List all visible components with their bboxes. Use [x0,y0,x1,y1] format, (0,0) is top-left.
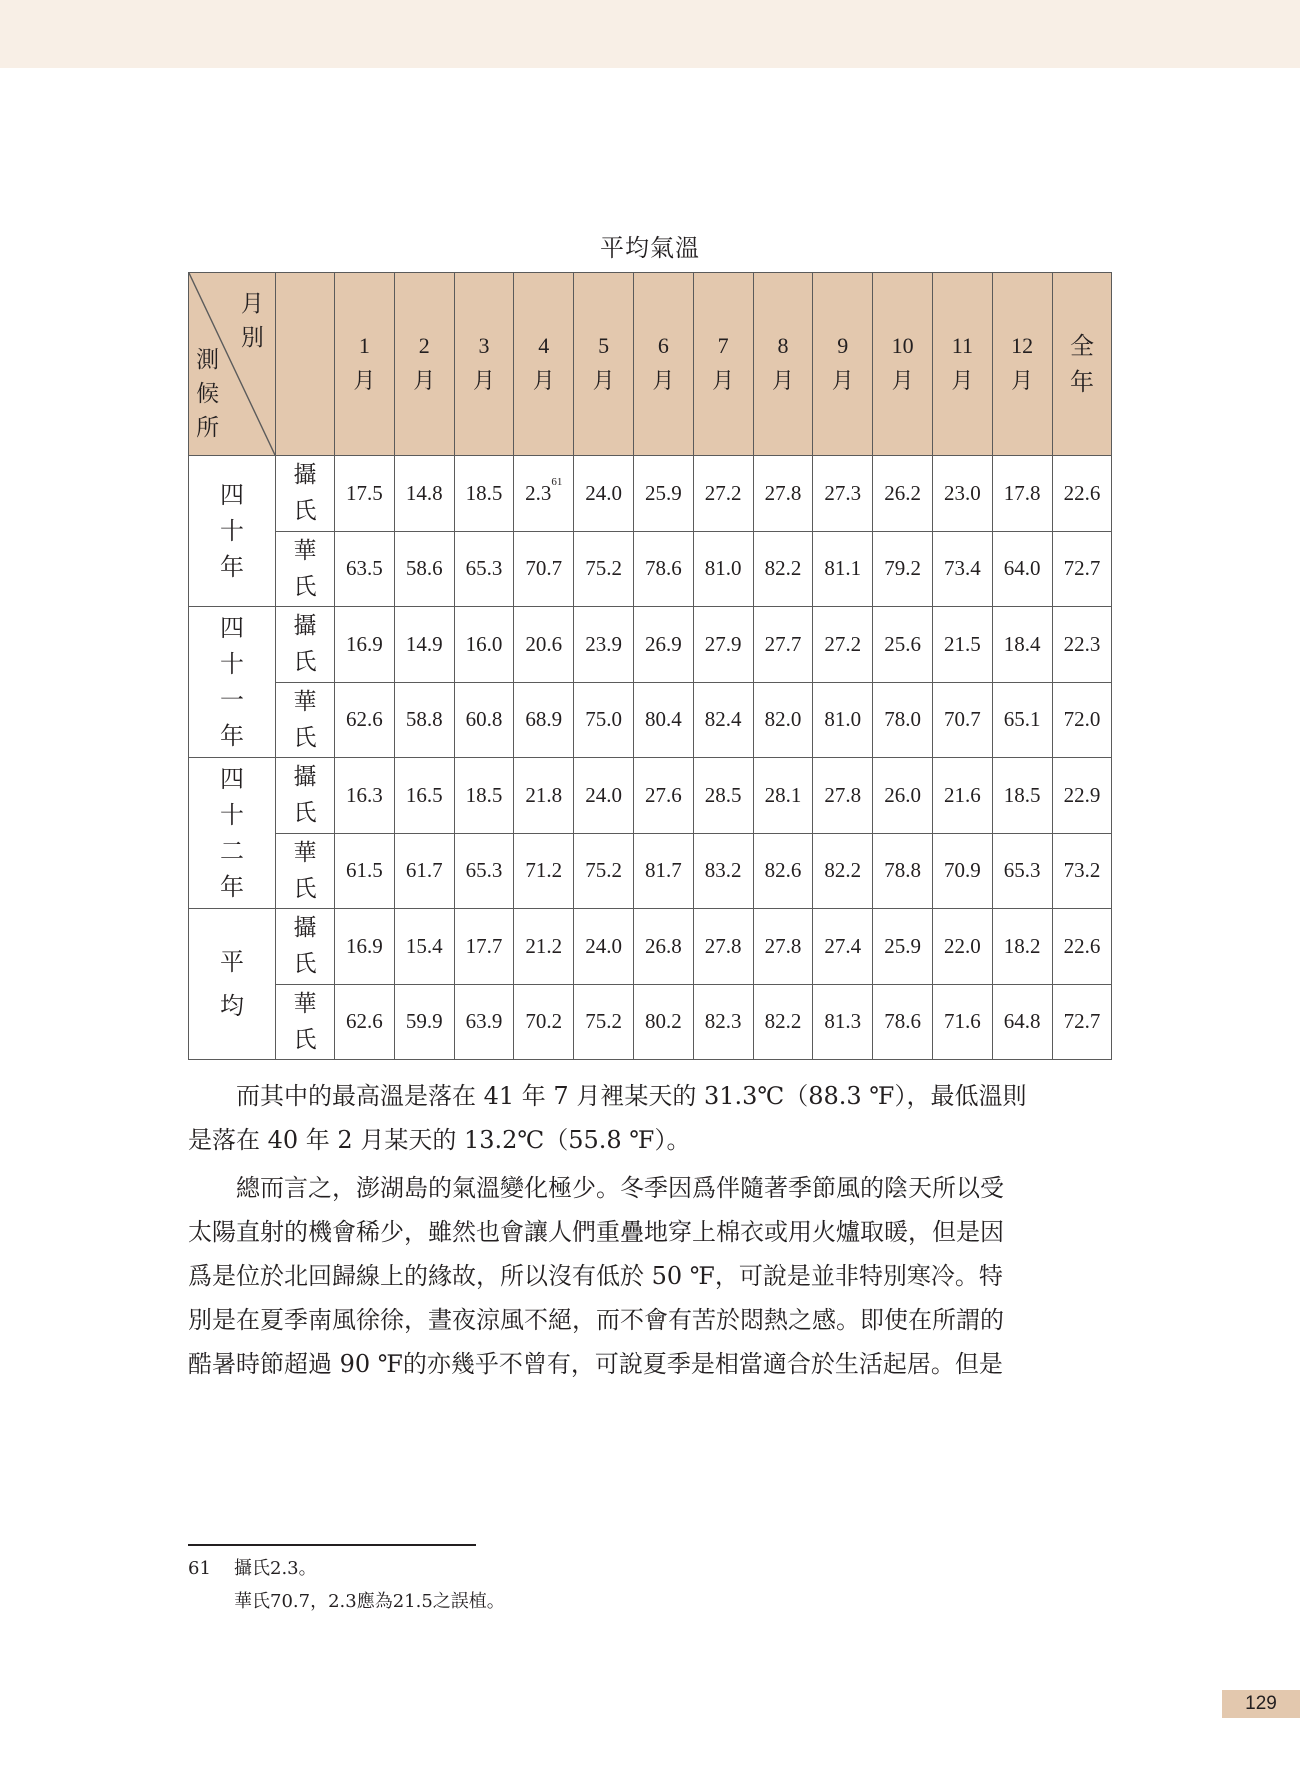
unit-cell [276,456,335,532]
month-unit: 月 [831,369,854,394]
value-cell [1052,758,1112,834]
paragraph-line: 太陽直射的機會稀少，雖然也會讓人們重疊地穿上棉衣或用火爐取暖，但是因 [188,1218,1004,1246]
value-cell [335,909,395,985]
table-row [189,758,1112,834]
unit-label: 華氏 [293,990,317,1053]
paragraph-line: 別是在夏季南風徐徐，晝夜涼風不絕，而不會有苦於悶熱之感。即使在所謂的 [188,1306,1004,1334]
paragraph-line: 總而言之，澎湖島的氣溫變化極少。冬季因爲伴隨著季節風的陰天所以受 [188,1174,1004,1202]
month-number: 2 [418,333,430,358]
unit-cell [276,682,335,758]
month-header-6 [633,273,693,456]
temperature-value: 70.2 [525,1009,563,1034]
value-cell [693,909,753,985]
temperature-value: 72.0 [1063,707,1101,732]
temperature-value: 18.5 [1003,782,1041,807]
temperature-value: 25.9 [645,480,682,505]
top-band [0,0,1300,68]
temperature-value: 75.2 [585,858,622,883]
month-header-8 [753,273,813,456]
value-cell [514,758,574,834]
month-unit: 月 [532,369,555,394]
value-cell [1052,531,1112,607]
corner-header-cell [189,273,276,456]
temperature-value: 18.5 [465,480,503,505]
month-number: 3 [478,333,490,358]
month-number: 12 [1011,333,1034,358]
temperature-value: 22.0 [943,933,981,958]
temperature-value: 82.2 [824,858,862,883]
temperature-value: 75.2 [585,1009,622,1034]
temperature-value: 27.8 [704,933,742,958]
temperature-value: 73.4 [943,556,981,581]
value-cell [992,456,1052,532]
year-group-label: 四十年 [219,481,244,581]
value-cell [633,833,693,909]
temperature-value: 59.9 [405,1009,443,1034]
value-cell [753,833,813,909]
unit-cell [276,984,335,1060]
temperature-value: 17.5 [346,480,383,505]
value-cell [1052,833,1112,909]
value-cell [753,758,813,834]
table-title: 平均氣溫 [600,234,700,262]
value-cell [394,909,454,985]
temperature-value: 82.2 [764,556,802,581]
value-cell [574,682,634,758]
temperature-value: 61.7 [405,858,443,883]
value-cell [574,984,634,1060]
month-unit: 月 [353,369,376,394]
unit-label: 華氏 [293,537,317,600]
temperature-value: 80.2 [645,1009,682,1034]
value-cell [813,682,873,758]
value-cell [633,758,693,834]
value-cell [813,456,873,532]
value-cell [753,682,813,758]
month-number: 4 [538,333,550,358]
value-cell [454,682,514,758]
value-cell [633,984,693,1060]
value-cell [992,758,1052,834]
value-cell [454,456,514,532]
value-cell [335,531,395,607]
value-cell [394,833,454,909]
temperature-value: 2.3 [525,480,552,505]
temperature-value: 21.6 [943,782,981,807]
value-cell [335,456,395,532]
value-cell [514,456,574,532]
table-row [189,531,1112,607]
value-cell [873,456,933,532]
temperature-value: 20.6 [525,631,563,656]
month-number: 8 [777,333,789,358]
month-number: 10 [891,333,914,358]
month-number: 11 [951,333,973,358]
value-cell [633,456,693,532]
temperature-value: 25.6 [884,631,921,656]
value-cell [574,758,634,834]
temperature-value: 26.2 [884,480,921,505]
value-cell [992,984,1052,1060]
month-unit: 月 [771,369,794,394]
value-cell [394,456,454,532]
footnote-divider [188,1544,476,1546]
temperature-value: 65.3 [1003,858,1041,883]
temperature-value: 64.0 [1003,556,1041,581]
temperature-value: 65.3 [465,556,503,581]
value-cell [753,984,813,1060]
value-cell [813,909,873,985]
temperature-value: 68.9 [525,707,563,732]
value-cell [394,682,454,758]
unit-cell [276,833,335,909]
month-unit: 月 [951,369,974,394]
temperature-value: 27.8 [764,480,802,505]
value-cell [813,607,873,683]
paragraph-line: 是落在 40 年 2 月某天的 13.2℃（55.8 ℉）。 [188,1126,691,1154]
value-cell [693,758,753,834]
value-cell [394,758,454,834]
value-cell [873,682,933,758]
value-cell [992,531,1052,607]
temperature-value: 18.4 [1003,631,1041,656]
table-row [189,833,1112,909]
month-header-11 [932,273,992,456]
value-cell [992,909,1052,985]
temperature-value: 16.0 [465,631,503,656]
temperature-value: 80.4 [645,707,682,732]
value-cell [514,909,574,985]
temperature-value: 14.8 [405,480,443,505]
value-cell [1052,984,1112,1060]
temperature-value: 72.7 [1063,556,1101,581]
temperature-value: 28.5 [704,782,742,807]
value-cell [633,607,693,683]
temperature-value: 82.6 [764,858,802,883]
value-cell [813,531,873,607]
table-header-row [189,273,1112,456]
value-cell [514,833,574,909]
value-cell [454,984,514,1060]
value-cell [1052,682,1112,758]
value-cell [693,456,753,532]
temperature-value: 82.0 [764,707,802,732]
temperature-value: 18.5 [465,782,503,807]
temperature-value: 27.7 [764,631,802,656]
value-cell [753,607,813,683]
value-cell [454,909,514,985]
month-number: 7 [717,333,729,358]
corner-station-label: 測候所 [196,347,220,441]
value-cell [574,909,634,985]
month-header-3 [454,273,514,456]
month-unit: 月 [712,369,735,394]
temperature-table [188,272,1112,1060]
value-cell [693,833,753,909]
month-number: 6 [657,333,669,358]
value-cell [454,531,514,607]
temperature-value: 23.0 [943,480,981,505]
value-cell [932,758,992,834]
temperature-value: 26.0 [884,782,921,807]
temperature-value: 78.6 [645,556,682,581]
temperature-value: 73.2 [1063,858,1101,883]
temperature-value: 82.2 [764,1009,802,1034]
temperature-value: 27.4 [824,933,862,958]
temperature-value: 21.5 [943,631,981,656]
temperature-value: 82.3 [704,1009,742,1034]
table-row [189,909,1112,985]
temperature-value: 82.4 [704,707,742,732]
year-group-cell [189,456,276,607]
temperature-value: 60.8 [465,707,503,732]
value-cell [574,607,634,683]
value-cell [932,607,992,683]
temperature-value: 58.8 [405,707,443,732]
year-group-cell [189,607,276,758]
temperature-value: 63.9 [465,1009,503,1034]
footnote-marker[interactable]: 61 [551,475,563,488]
unit-label: 華氏 [293,839,317,902]
unit-label: 攝氏 [293,613,317,676]
value-cell [335,758,395,834]
value-cell [574,531,634,607]
paragraph-line: 酷暑時節超過 90 ℉的亦幾乎不曾有，可說夏季是相當適合於生活起居。但是 [188,1350,1003,1378]
paragraph-line: 而其中的最高溫是落在 41 年 7 月裡某天的 31.3℃（88.3 ℉），最低溫則 [188,1082,1027,1110]
value-cell [574,833,634,909]
value-cell [335,607,395,683]
temperature-value: 78.8 [884,858,921,883]
footnote-line-1: 攝氏2.3。 [234,1558,317,1579]
value-cell [633,531,693,607]
value-cell [633,682,693,758]
temperature-value: 14.9 [405,631,443,656]
temperature-value: 23.9 [585,631,622,656]
temperature-value: 62.6 [346,707,383,732]
table-row [189,682,1112,758]
month-unit: 月 [413,369,436,394]
value-cell [932,909,992,985]
value-cell [394,984,454,1060]
page-number: 129 [1222,1690,1300,1718]
month-number: 1 [358,333,370,358]
temperature-value: 17.7 [465,933,503,958]
month-header-1 [335,273,395,456]
table-row [189,456,1112,532]
value-cell [335,984,395,1060]
month-unit: 月 [891,369,914,394]
value-cell [693,531,753,607]
temperature-value: 75.0 [585,707,622,732]
value-cell [693,984,753,1060]
value-cell [574,456,634,532]
value-cell [932,682,992,758]
value-cell [873,909,933,985]
value-cell [873,607,933,683]
month-header-9 [813,273,873,456]
temperature-value: 22.6 [1063,480,1101,505]
value-cell [813,984,873,1060]
temperature-value: 24.0 [585,933,622,958]
paragraph-line: 爲是位於北回歸線上的緣故，所以沒有低於 50 ℉，可說是並非特別寒冷。特 [188,1262,1003,1290]
unit-cell [276,607,335,683]
value-cell [813,758,873,834]
temperature-value: 75.2 [585,556,622,581]
month-header-4 [514,273,574,456]
value-cell [873,833,933,909]
month-number: 5 [598,333,610,358]
month-header-12 [992,273,1052,456]
temperature-value: 17.8 [1003,480,1041,505]
month-number: 9 [837,333,849,358]
value-cell [335,833,395,909]
value-cell [873,531,933,607]
year-group-label: 四十二年 [219,765,244,901]
value-cell [753,456,813,532]
temperature-value: 81.1 [824,556,862,581]
value-cell [1052,909,1112,985]
temperature-value: 27.2 [704,480,742,505]
annual-label: 全年 [1069,332,1094,396]
temperature-value: 27.8 [764,933,802,958]
unit-cell [276,758,335,834]
temperature-value: 64.8 [1003,1009,1041,1034]
temperature-value: 72.7 [1063,1009,1101,1034]
unit-label: 攝氏 [293,764,317,827]
temperature-value: 15.4 [405,933,443,958]
value-cell [454,833,514,909]
year-group-label: 四十一年 [219,614,244,750]
value-cell [1052,456,1112,532]
value-cell [514,682,574,758]
temperature-value: 22.3 [1063,631,1101,656]
temperature-value: 16.9 [346,933,383,958]
temperature-value: 70.7 [525,556,563,581]
temperature-value: 65.3 [465,858,503,883]
temperature-value: 16.3 [346,782,383,807]
temperature-value: 16.9 [346,631,383,656]
year-group-label: 平均 [219,948,244,1020]
unit-cell [276,909,335,985]
temperature-value: 78.0 [884,707,921,732]
table-row [189,607,1112,683]
corner-month-label: 月別 [240,291,264,351]
temperature-value: 81.7 [645,858,682,883]
temperature-value: 81.3 [824,1009,862,1034]
temperature-value: 58.6 [405,556,443,581]
unit-label: 攝氏 [293,915,317,978]
temperature-value: 61.5 [346,858,383,883]
temperature-value: 27.8 [824,782,862,807]
month-header-5 [574,273,634,456]
unit-label: 攝氏 [293,462,317,525]
temperature-value: 79.2 [884,556,921,581]
value-cell [693,607,753,683]
temperature-value: 81.0 [704,556,742,581]
temperature-value: 26.9 [645,631,682,656]
month-unit: 月 [472,369,495,394]
temperature-value: 63.5 [346,556,383,581]
value-cell [992,682,1052,758]
unit-cell [276,531,335,607]
value-cell [394,531,454,607]
value-cell [693,682,753,758]
value-cell [932,984,992,1060]
temperature-value: 70.9 [943,858,981,883]
value-cell [394,607,454,683]
value-cell [514,531,574,607]
temperature-value: 70.7 [943,707,981,732]
month-unit: 月 [652,369,675,394]
month-header-2 [394,273,454,456]
temperature-value: 78.6 [884,1009,921,1034]
temperature-value: 27.9 [704,631,742,656]
temperature-value: 25.9 [884,933,921,958]
value-cell [633,909,693,985]
value-cell [873,984,933,1060]
value-cell [1052,607,1112,683]
temperature-value: 16.5 [405,782,443,807]
footnote-line-2: 華氏70.7，2.3應為21.5之誤植。 [234,1591,505,1612]
month-header-7 [693,273,753,456]
temperature-value: 27.6 [645,782,682,807]
temperature-value: 71.2 [525,858,563,883]
temperature-value: 18.2 [1003,933,1041,958]
temperature-value: 21.2 [525,933,563,958]
unit-label: 華氏 [293,688,317,751]
table-row [189,984,1112,1060]
temperature-value: 62.6 [346,1009,383,1034]
temperature-value: 65.1 [1003,707,1041,732]
temperature-value: 26.8 [645,933,682,958]
annual-header [1052,273,1112,456]
month-header-10 [873,273,933,456]
temperature-value: 83.2 [704,858,742,883]
unit-header-cell [276,273,335,456]
value-cell [932,456,992,532]
temperature-value: 27.2 [824,631,862,656]
value-cell [753,531,813,607]
temperature-value: 27.3 [824,480,862,505]
temperature-value: 71.6 [943,1009,981,1034]
month-unit: 月 [1011,369,1034,394]
year-group-cell [189,758,276,909]
temperature-value: 22.9 [1063,782,1101,807]
temperature-value: 22.6 [1063,933,1101,958]
temperature-value: 24.0 [585,480,622,505]
value-cell [932,833,992,909]
value-cell [454,607,514,683]
footnote-number: 61 [188,1558,211,1579]
value-cell [813,833,873,909]
temperature-value: 21.8 [525,782,563,807]
temperature-value: 28.1 [764,782,802,807]
value-cell [873,758,933,834]
value-cell [454,758,514,834]
value-cell [335,682,395,758]
value-cell [992,607,1052,683]
value-cell [932,531,992,607]
value-cell [514,607,574,683]
month-unit: 月 [592,369,615,394]
temperature-value: 81.0 [824,707,862,732]
year-group-cell [189,909,276,1060]
value-cell [514,984,574,1060]
temperature-value: 24.0 [585,782,622,807]
value-cell [992,833,1052,909]
value-cell [753,909,813,985]
